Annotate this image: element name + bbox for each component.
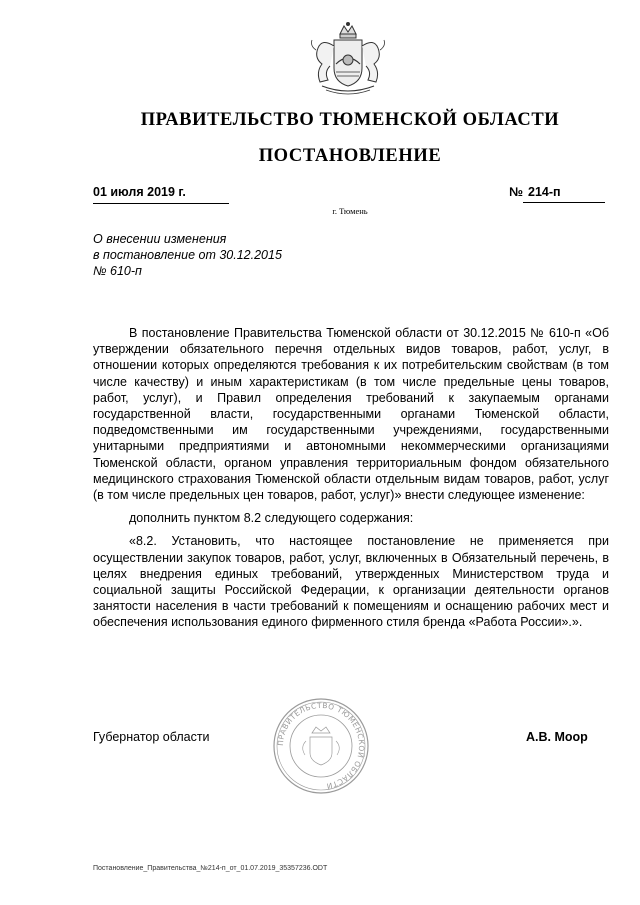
signatory-name: А.В. Моор bbox=[526, 730, 588, 744]
body-paragraph: В постановление Правительства Тюменской области от 30.12.2015 № 610-п «Об утверждении обязательного перечня отдельных видов товаров, работ, услуг, в отношении которых определяются требования к их потребительским свойствам (в том числе качеству) и иным характеристикам (в том числе предельные цены товаров, работ, услуг), и Правил определения требований к закупаемым органами государственной власти, государственными органами Тюменской области, подведомственными им государственными учреждениями, государственными унитарными предприятиями и автономными некоммерческими организациями Тюменской области, органом управления территориальным фондом обязательного медицинского страхования Тюменской области отдельным видам товаров, работ, услуг (в том числе предельных цен товаров, работ, услуг)» внести следующее изменение: bbox=[93, 326, 609, 503]
number-label: № bbox=[509, 185, 523, 199]
subject-line: в постановление от 30.12.2015 bbox=[93, 248, 282, 262]
document-subject bbox=[93, 231, 353, 279]
document-type: ПОСТАНОВЛЕНИЕ bbox=[258, 146, 442, 166]
subject-line: О внесении изменения bbox=[93, 232, 227, 246]
document-number: 214-п bbox=[523, 185, 605, 203]
coat-of-arms-icon bbox=[300, 20, 396, 100]
footer-filename: Постановление_Правительства_№214-п_от_01.07.2019_35357236.ODT bbox=[93, 865, 328, 872]
signatory-title: Губернатор области bbox=[93, 730, 210, 744]
seal-ring-text: ПРАВИТЕЛЬСТВО ТЮМЕНСКОЙ ОБЛАСТИ bbox=[275, 700, 367, 791]
organization-title: ПРАВИТЕЛЬСТВО ТЮМЕНСКОЙ ОБЛАСТИ bbox=[140, 110, 560, 130]
body-paragraph: дополнить пунктом 8.2 следующего содержания: bbox=[129, 511, 414, 526]
subject-line: № 610-п bbox=[93, 264, 142, 278]
official-seal-icon bbox=[272, 697, 370, 795]
document-body bbox=[93, 325, 609, 631]
city-name: г. Тюмень bbox=[332, 206, 368, 216]
body-paragraph: «8.2. Установить, что настоящее постановление не применяется при осуществлении закупок товаров, работ, услуг, включенных в Обязательный перечень, в целях внедрения единых требований, утвержденных Министерством труда и социальной защиты Российской Федерации, к организации деятельности органов занятости населения в части требований к помещениям и оснащению рабочих мест и обеспечения использования единого фирменного стиля бренда «Работа России».». bbox=[93, 534, 609, 630]
document-number-field bbox=[509, 185, 605, 203]
document-date: 01 июля 2019 г. bbox=[93, 185, 229, 204]
